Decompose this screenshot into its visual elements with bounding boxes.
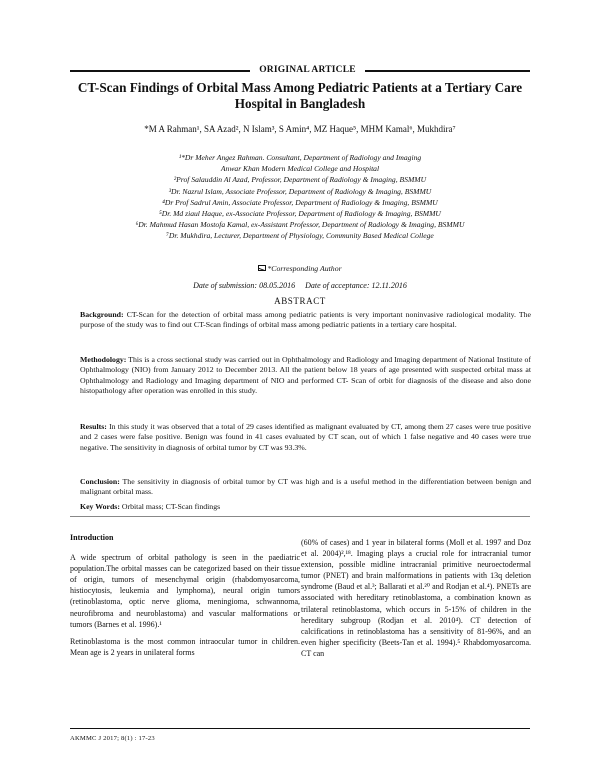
methodology-text: This is a cross sectional study was carried out in Ophthalmology and Radiology and Imaging department of National Institute of Ophthalmology (NIO) from January 2012 to December 2013. All the patient below 18 years of age presented with suspected orbital mass at Ophthalmology and Radiology and Imaging department of NIO and performed CT- Scan of orbit for diagnosis of the disease and also done histopathology after operation was enrolled in this study. bbox=[80, 355, 531, 396]
author-list: *M A Rahman¹, SA Azad², N Islam³, S Amin⁴, MZ Haque⁵, MHM Kamal⁶, Mukhdira⁷ bbox=[144, 124, 456, 134]
body-left-column bbox=[70, 532, 300, 664]
body-paragraph: A wide spectrum of orbital pathology is seen in the paediatric population.The orbital masses can be categorized based on their tissue of origin, tumors of mesenchymal origin (rhabdomyosarcoma, histiocytosis, leukemia and lymphoma), neural origin tumors (retinoblastoma, optic nerve glioma, meningioma, schwannoma, neurofibroma and neuroblastoma) and vascular malformations or tumors (Barnes et al. 1996).¹ bbox=[70, 553, 300, 629]
conclusion-label: Conclusion: bbox=[80, 477, 120, 486]
title-line-1: CT-Scan Findings of Orbital Mass Among Pediatric Patients at a Tertiary Care bbox=[77, 80, 523, 95]
article-dates bbox=[40, 281, 560, 290]
body-paragraph: Retinoblastoma is the most common intraocular tumor in children. Mean age is 2 years in unilateral forms bbox=[70, 636, 300, 657]
abstract-results bbox=[80, 422, 531, 453]
corresponding-author bbox=[40, 264, 560, 273]
affiliation-6: ⁶Dr. Mahmud Hasan Mostofa Kamal, ex-Assistant Professor, Department of Radiology & Imaging, BSMMU bbox=[135, 220, 465, 230]
affiliation-2: ²Prof Salauddin Al Azad, Professor, Department of Radiology & Imaging, BSMMU bbox=[173, 175, 427, 185]
methodology-label: Methodology: bbox=[80, 355, 127, 364]
abstract-background bbox=[80, 310, 531, 331]
section-label: ORIGINAL ARTICLE bbox=[250, 65, 365, 75]
acceptance-date: Date of acceptance: 12.11.2016 bbox=[305, 281, 407, 290]
article-title bbox=[40, 80, 560, 112]
envelope-icon bbox=[258, 265, 266, 271]
background-text: CT-Scan for the detection of orbital mass among pediatric patients is very important noninvasive radiological modality. The purpose of the study was to find out CT-Scan findings of orbital mass among pediatric patients in a tertiary care hospital. bbox=[80, 310, 531, 330]
conclusion-text: The sensitivity in diagnosis of orbital tumor by CT was high and is a useful method in the differentiation between benign and malignant orbital mass. bbox=[80, 477, 531, 497]
affiliation-5: ⁵Dr. Md ziaul Haque, ex-Associate Professor, Department of Radiology & Imaging, BSMMU bbox=[159, 209, 441, 219]
results-label: Results: bbox=[80, 422, 107, 431]
submission-date: Date of submission: 08.05.2016 bbox=[193, 281, 296, 290]
keywords-text: Orbital mass; CT-Scan findings bbox=[119, 502, 221, 511]
affiliation-4: ⁴Dr Prof Sadrul Amin, Associate Professor, Department of Radiology & Imaging, BSMMU bbox=[162, 197, 438, 207]
results-text: In this study it was observed that a total of 29 cases identified as malignant evaluated by CT, among them 27 cases were true positive and 2 cases were false positive. Benign was found in 41 cases evaluated by CT scan, out of which 1 false negative and 40 cases were true negative. The sensitivity in diagnosis of orbital tumor by CT was 93.3%. bbox=[80, 422, 531, 452]
body-paragraph: (60% of cases) and 1 year in bilateral forms (Moll et al. 1997 and Doz et al. 2004)²,¹⁸. Imaging plays a crucial role for intracranial tumor extension, possible midline intracranial primitive neuroectodermal tumor (PNET) and brain malformations in patients with 13q deletion syndrome (Baud et al.³; Ballarati et al.²⁰ and Rodjan et al.⁴). PNETs are associated with hereditary retinoblastoma, a combination known as trilateral retinoblastoma, which occurs in 5-15% of children in the hereditary subgroup (Rodjan et al. 2010⁴). CT detection of calcifications in retinoblastoma has a sensitivity of 81-96%, and an even higher specificity (Beets-Tan et al. 1994).⁵ Rhabdomyosarcoma. CT can bbox=[301, 538, 531, 658]
affiliation-3: ³Dr. Nazrul Islam, Associate Professor, Department of Radiology & Imaging, BSMMU bbox=[168, 186, 432, 196]
abstract-keywords bbox=[80, 502, 531, 512]
abstract-separator bbox=[70, 516, 530, 517]
abstract-heading: ABSTRACT bbox=[274, 296, 326, 306]
keywords-label: Key Words: bbox=[80, 502, 120, 511]
title-line-2: Hospital in Bangladesh bbox=[234, 96, 366, 111]
affiliation-7: ⁷Dr. Mukhdira, Lecturer, Department of Physiology, Community Based Medical College bbox=[166, 231, 434, 241]
abstract-methodology bbox=[80, 355, 531, 397]
journal-citation: AKMMC J 2017; 8(1) : 17-23 bbox=[70, 735, 155, 742]
background-label: Background: bbox=[80, 310, 124, 319]
introduction-heading: Introduction bbox=[70, 533, 114, 542]
affiliation-1: ¹*Dr Meher Angez Rahman. Consultant, Department of Radiology and Imaging bbox=[178, 153, 422, 162]
abstract-conclusion bbox=[80, 477, 531, 498]
corresponding-author-label: *Corresponding Author bbox=[267, 264, 342, 273]
footer-rule bbox=[70, 728, 530, 729]
body-right-column bbox=[301, 537, 531, 665]
affiliation-1-institution: Anwar Khan Modern Medical College and Hospital bbox=[220, 164, 380, 174]
affiliations bbox=[90, 152, 510, 242]
